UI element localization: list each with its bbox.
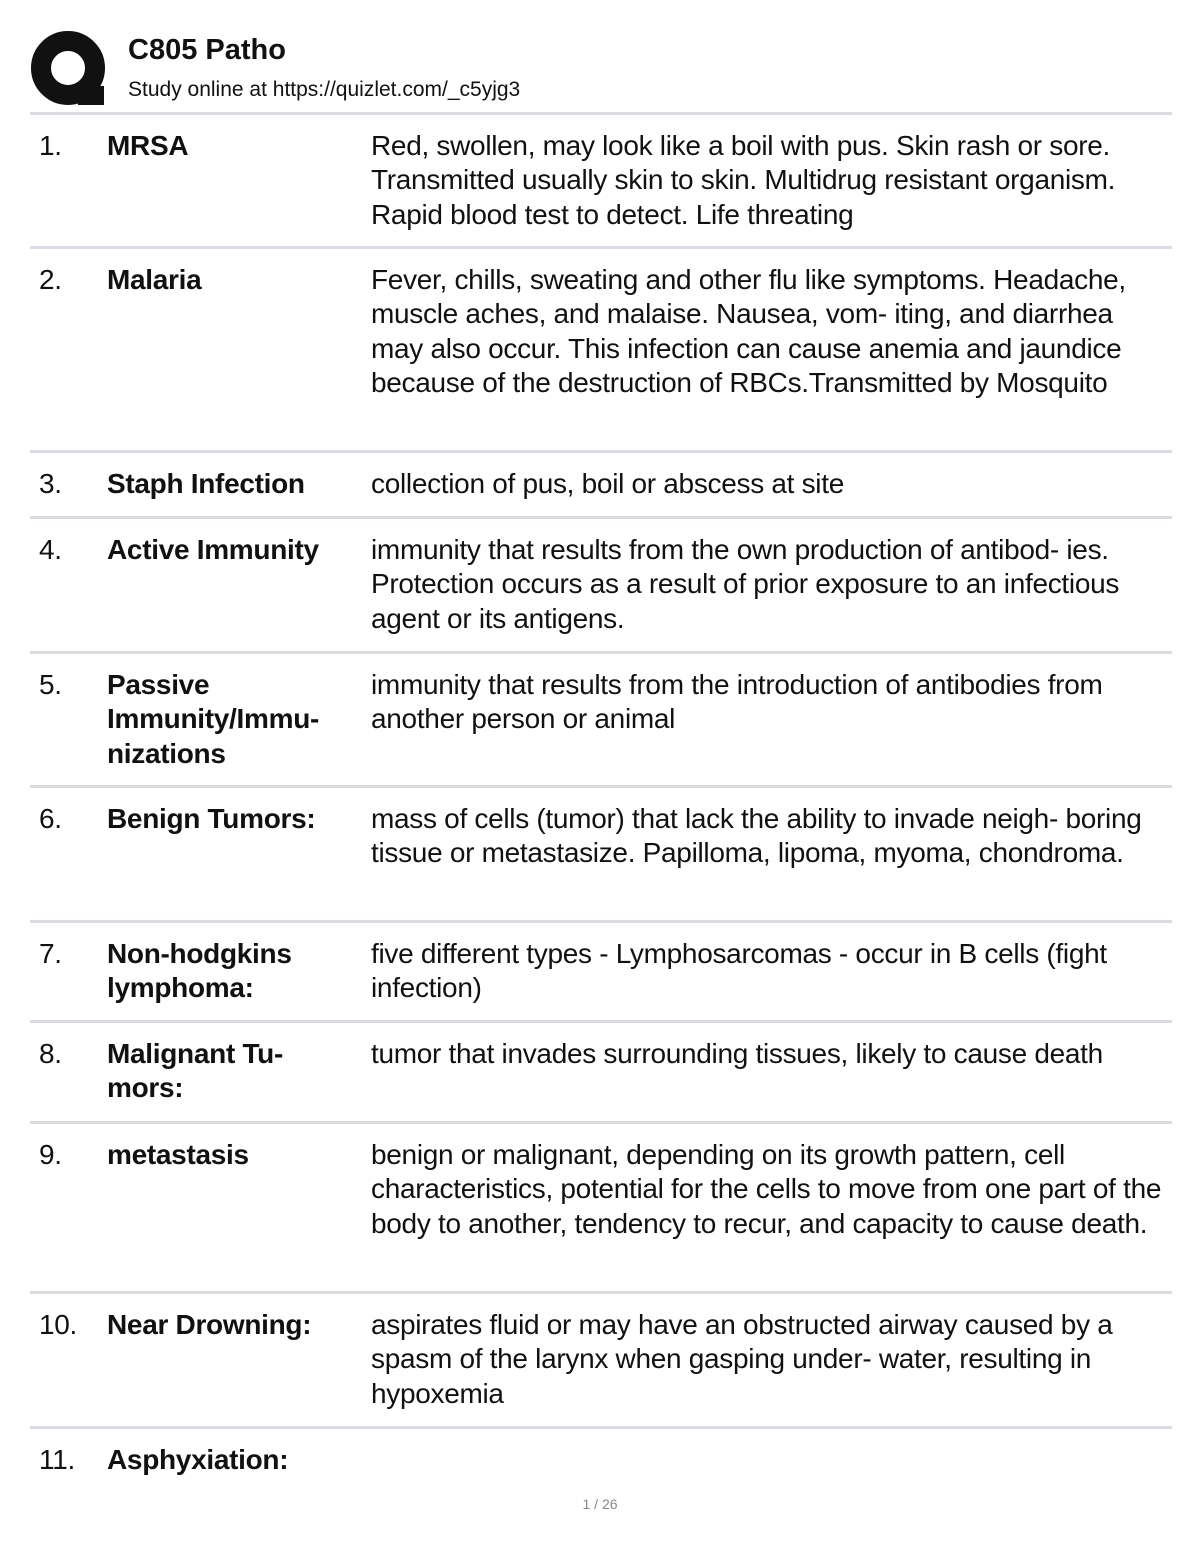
card-number: 2. bbox=[39, 264, 62, 295]
card-number: 8. bbox=[39, 1038, 62, 1069]
page-title: C805 Patho bbox=[128, 34, 286, 66]
card-number: 5. bbox=[39, 669, 62, 700]
card-row bbox=[30, 112, 1172, 246]
card-number: 10. bbox=[39, 1309, 78, 1340]
card-definition: benign or malignant, depending on its growth pattern, cell characteristics, potential for the cells to move from one part of the body to another, tendency to recur, and capacity to cause death. bbox=[371, 1139, 1162, 1239]
card-term: Asphyxiation: bbox=[107, 1444, 289, 1475]
card-number: 11. bbox=[39, 1444, 75, 1475]
card-term: Malaria bbox=[107, 264, 202, 295]
card-term: metastasis bbox=[107, 1139, 249, 1170]
card-term: Staph Infection bbox=[107, 468, 305, 499]
page-number: 1 / 26 bbox=[582, 1496, 618, 1512]
card-row bbox=[30, 1121, 1172, 1291]
card-row bbox=[30, 1291, 1172, 1426]
card-row bbox=[30, 516, 1172, 651]
card-term: Malignant Tu- mors: bbox=[107, 1038, 283, 1104]
card-row bbox=[30, 1426, 1172, 1488]
flashcard-list bbox=[30, 112, 1172, 1488]
card-definition: aspirates fluid or may have an obstructed airway caused by a spasm of the larynx when gasping under- water, resulting in hypoxemia bbox=[371, 1309, 1113, 1409]
card-row bbox=[30, 785, 1172, 920]
card-number: 6. bbox=[39, 803, 62, 834]
card-number: 3. bbox=[39, 468, 62, 499]
card-term: Benign Tumors: bbox=[107, 803, 316, 834]
card-row bbox=[30, 920, 1172, 1020]
page-header bbox=[30, 30, 1172, 112]
card-row bbox=[30, 651, 1172, 785]
card-term: MRSA bbox=[107, 130, 189, 161]
card-definition: immunity that results from the own production of antibod- ies. Protection occurs as a result of prior exposure to an infectious agent or its antigens. bbox=[371, 534, 1120, 634]
card-definition: collection of pus, boil or abscess at site bbox=[371, 468, 844, 499]
card-term: Non-hodgkins lymphoma: bbox=[107, 938, 292, 1004]
card-definition: Fever, chills, sweating and other flu like symptoms. Headache, muscle aches, and malaise. Nausea, vom- iting, and diarrhea may also occur. This infection can cause anemia and jaundice because of the destruction of RBCs.Transmitted by Mosquito bbox=[371, 264, 1126, 398]
card-definition: five different types - Lymphosarcomas - occur in B cells (fight infection) bbox=[371, 938, 1107, 1004]
card-definition: Red, swollen, may look like a boil with pus. Skin rash or sore. Transmitted usually skin to skin. Multidrug resistant organism. Rapid blood test to detect. Life threating bbox=[371, 130, 1116, 230]
card-term: Near Drowning: bbox=[107, 1309, 312, 1340]
card-row bbox=[30, 450, 1172, 516]
card-row bbox=[30, 246, 1172, 450]
card-number: 1. bbox=[39, 130, 62, 161]
card-number: 7. bbox=[39, 938, 62, 969]
card-term: Active Immunity bbox=[107, 534, 319, 565]
card-definition: mass of cells (tumor) that lack the ability to invade neigh- boring tissue or metastasize. Papilloma, lipoma, myoma, chondroma. bbox=[371, 803, 1142, 869]
quizlet-q-logo-icon bbox=[30, 30, 108, 108]
study-link-text: Study online at https://quizlet.com/_c5yjg3 bbox=[128, 78, 521, 101]
card-definition: tumor that invades surrounding tissues, likely to cause death bbox=[371, 1038, 1103, 1069]
card-row bbox=[30, 1020, 1172, 1121]
card-number: 9. bbox=[39, 1139, 62, 1170]
card-number: 4. bbox=[39, 534, 62, 565]
card-term: Passive Immunity/Immu- nizations bbox=[107, 669, 320, 769]
card-definition: immunity that results from the introduction of antibodies from another person or animal bbox=[371, 669, 1103, 735]
